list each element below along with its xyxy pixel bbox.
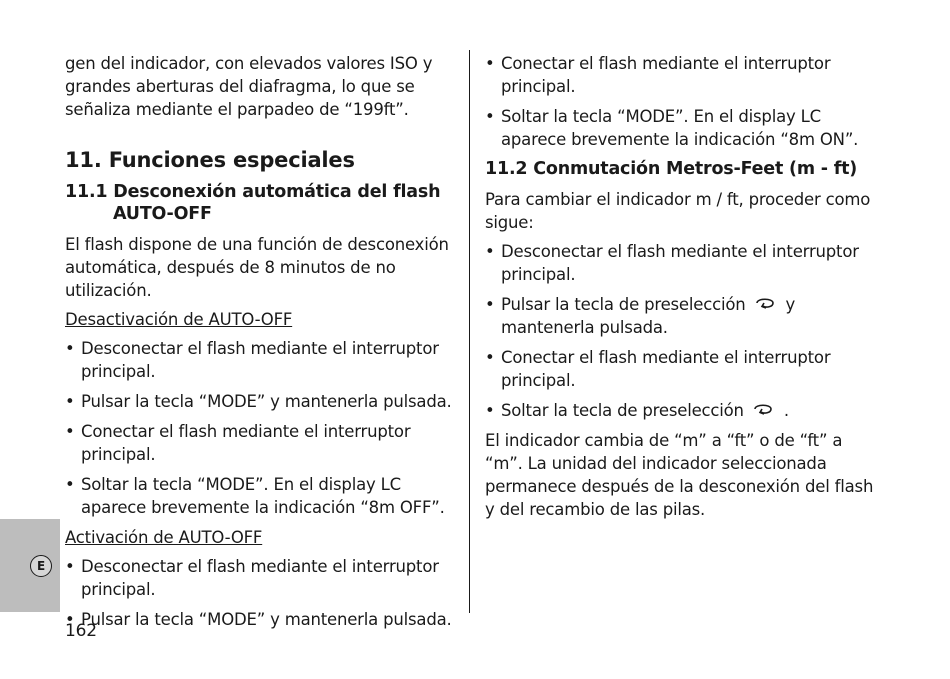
- language-badge: E: [30, 555, 52, 577]
- units-list: [485, 240, 880, 422]
- auto-off-paragraph: El flash dispone de una función de desconexión automática, después de 8 minutos de no utilización.: [65, 235, 449, 300]
- column-divider: [469, 50, 470, 613]
- activation-list-continued: [485, 52, 880, 151]
- list-item: • Desconectar el flash mediante el interruptor principal.: [485, 240, 880, 286]
- list-item: • Desconectar el flash mediante el interruptor principal.: [65, 555, 455, 601]
- list-item: • Desconectar el flash mediante el interruptor principal.: [65, 337, 455, 383]
- subsection-title-cont: AUTO-OFF: [113, 204, 212, 224]
- list-item: • Soltar la tecla de preselección .: [485, 399, 880, 422]
- units-paragraph: Para cambiar el indicador m / ft, proceder como sigue:: [485, 190, 871, 232]
- list-item: • Pulsar la tecla “MODE” y mantenerla pulsada.: [65, 390, 455, 413]
- page-number: 162: [65, 621, 97, 641]
- left-column: [65, 52, 455, 638]
- deactivation-label: Desactivación de AUTO-OFF: [65, 310, 293, 329]
- intro-paragraph: gen del indicador, con elevados valores ISO y grandes aberturas del diafragma, lo que se señaliza mediante el parpadeo de “199ft”.: [65, 54, 433, 119]
- list-item: • Conectar el flash mediante el interruptor principal.: [65, 420, 455, 466]
- section-heading: 11. Funciones especiales: [65, 148, 355, 172]
- language-tab: [0, 519, 60, 612]
- list-item: • Soltar la tecla “MODE”. En el display LC aparece brevemente la indicación “8m OFF”.: [65, 473, 455, 519]
- list-item: • Pulsar la tecla “MODE” y mantenerla pulsada.: [65, 608, 455, 631]
- rotate-arrow-icon: [754, 297, 778, 311]
- activation-label: Activación de AUTO-OFF: [65, 528, 263, 547]
- subsection-heading-auto-off: [65, 181, 455, 225]
- list-item: • Soltar la tecla “MODE”. En el display LC aparece brevemente la indicación “8m ON”.: [485, 105, 880, 151]
- units-result-paragraph: El indicador cambia de “m” a “ft” o de “ft” a “m”. La unidad del indicador seleccionada permanece después de la desconexión del flash y del recambio de las pilas.: [485, 431, 874, 519]
- subsection-heading-units: 11.2 Conmutación Metros-Feet (m - ft): [485, 159, 858, 179]
- list-item: • Pulsar la tecla de preselección y mantenerla pulsada.: [485, 293, 880, 339]
- rotate-arrow-icon: [752, 403, 776, 417]
- list-item: • Conectar el flash mediante el interruptor principal.: [485, 52, 880, 98]
- subsection-title: 11.1 Desconexión automática del flash: [65, 182, 441, 202]
- deactivation-list: [65, 337, 455, 519]
- activation-list: [65, 555, 455, 631]
- list-item: • Conectar el flash mediante el interruptor principal.: [485, 346, 880, 392]
- right-column: [485, 52, 880, 527]
